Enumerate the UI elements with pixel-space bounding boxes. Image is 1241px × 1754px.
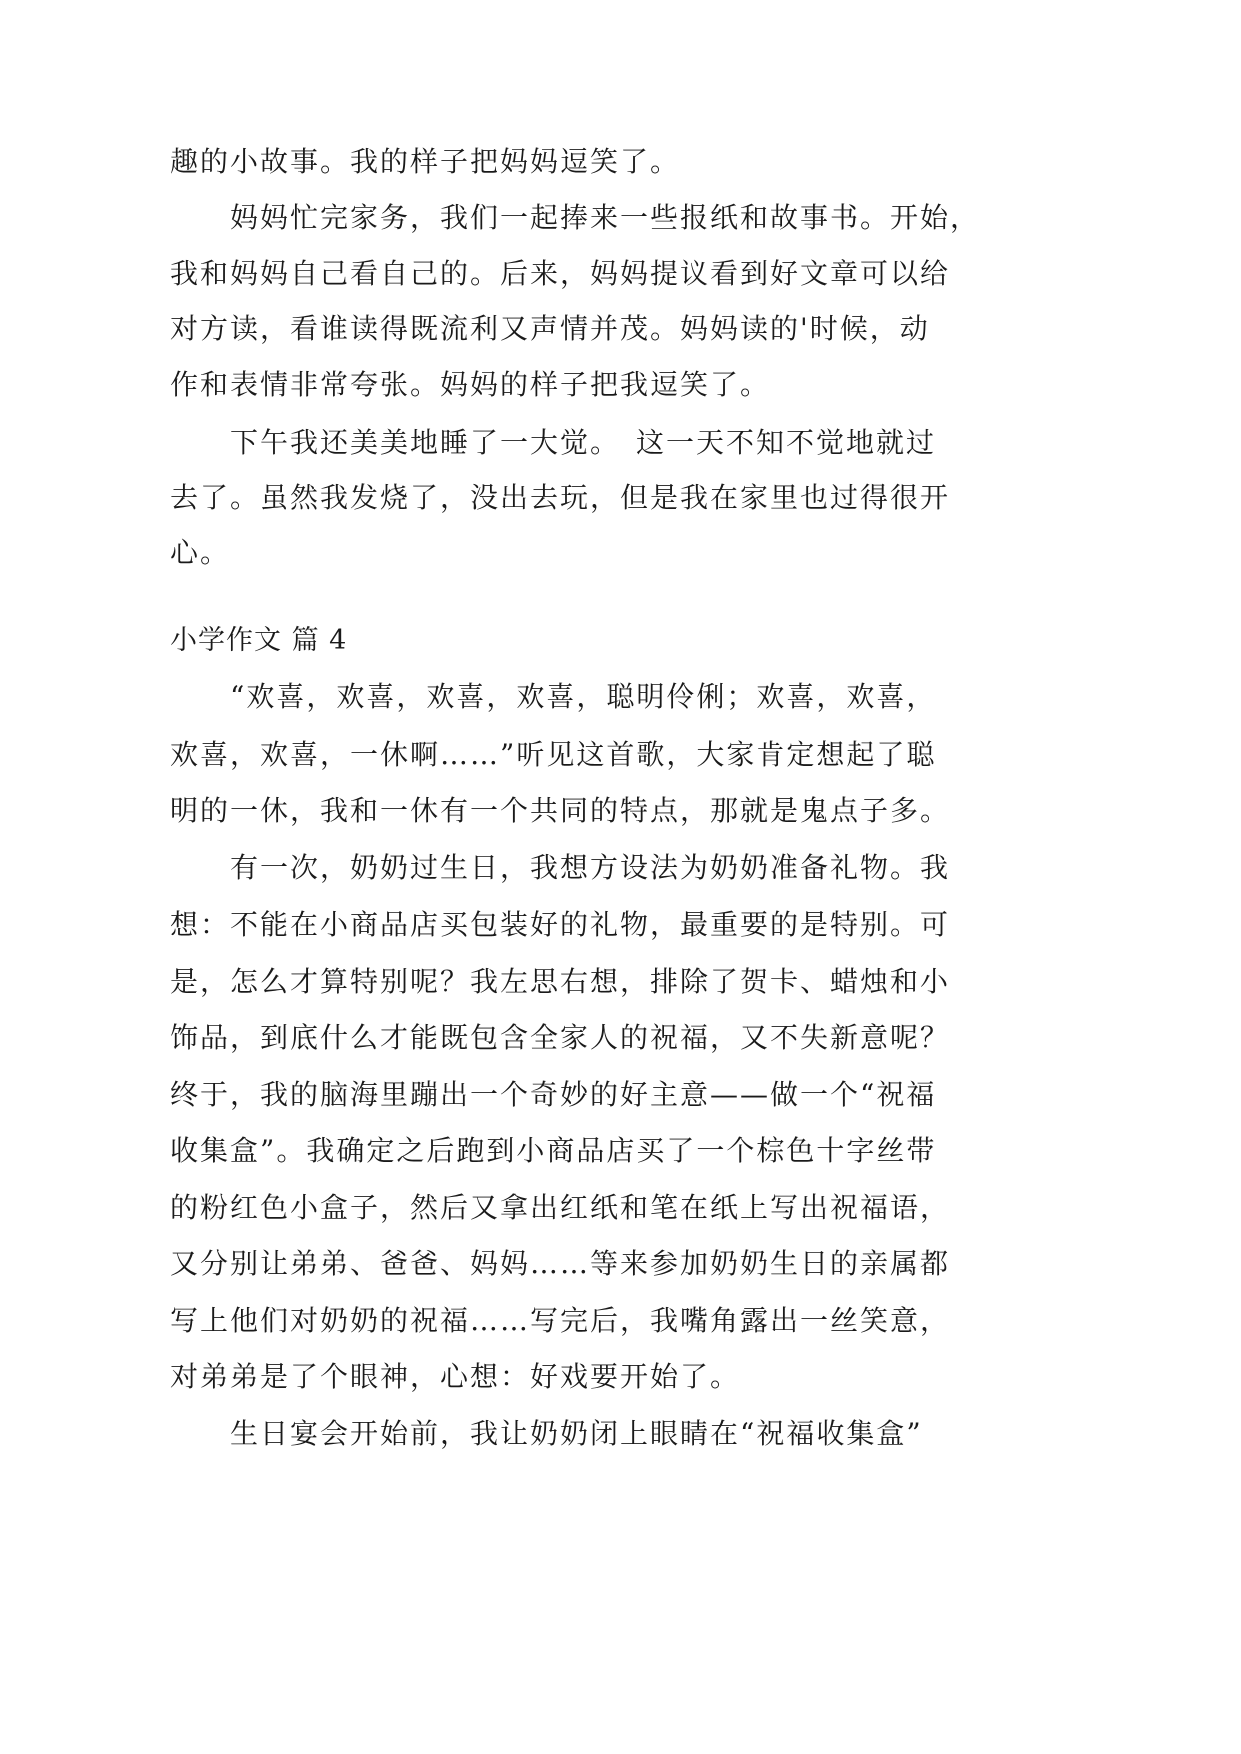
text-line: 的粉红色小盒子，然后又拿出红纸和笔在纸上写出祝福语， xyxy=(170,1191,951,1224)
text-line: 心。 xyxy=(170,536,231,569)
text-line: 写上他们对奶奶的祝福……写完后，我嘴角露出一丝笑意， xyxy=(170,1304,951,1337)
text-line: 又分别让弟弟、爸爸、妈妈……等来参加奶奶生日的亲属都 xyxy=(170,1247,951,1280)
paragraph-start-line: 妈妈忙完家务，我们一起捧来一些报纸和故事书。开始， xyxy=(230,201,981,234)
paragraph-start-line: 生日宴会开始前，我让奶奶闭上眼睛在“祝福收集盒” xyxy=(230,1417,923,1450)
text-line: 去了。虽然我发烧了，没出去玩，但是我在家里也过得很开 xyxy=(170,481,951,514)
paragraph-start-line: “欢喜，欢喜，欢喜，欢喜，聪明伶俐；欢喜，欢喜， xyxy=(230,680,937,713)
text-line: 我和妈妈自己看自己的。后来，妈妈提议看到好文章可以给 xyxy=(170,257,951,290)
text-line: 明的一休，我和一休有一个共同的特点，那就是鬼点子多。 xyxy=(170,794,951,827)
text-line: 对弟弟是了个眼神，心想：好戏要开始了。 xyxy=(170,1360,741,1393)
paragraph-start-line: 下午我还美美地睡了一大觉。 这一天不知不觉地就过 xyxy=(230,426,937,459)
paragraph-start-line: 有一次，奶奶过生日，我想方设法为奶奶准备礼物。我 xyxy=(230,851,951,884)
text-line: 趣的小故事。我的样子把妈妈逗笑了。 xyxy=(170,145,681,178)
text-line: 是，怎么才算特别呢？我左思右想，排除了贺卡、蜡烛和小 xyxy=(170,965,951,998)
text-line: 欢喜，欢喜，一休啊……”听见这首歌，大家肯定想起了聪 xyxy=(170,738,937,771)
text-line: 终于，我的脑海里蹦出一个奇妙的好主意——做一个“祝福 xyxy=(170,1078,937,1111)
section-heading: 小学作文 篇 4 xyxy=(170,625,348,656)
text-line: 饰品，到底什么才能既包含全家人的祝福，又不失新意呢？ xyxy=(170,1021,951,1054)
text-line: 作和表情非常夸张。妈妈的样子把我逗笑了。 xyxy=(170,368,771,401)
text-line: 想：不能在小商品店买包装好的礼物，最重要的是特别。可 xyxy=(170,908,951,941)
text-line: 收集盒”。我确定之后跑到小商品店买了一个棕色十字丝带 xyxy=(170,1134,937,1167)
text-line: 对方读，看谁读得既流利又声情并茂。妈妈读的'时候，动 xyxy=(170,312,930,345)
